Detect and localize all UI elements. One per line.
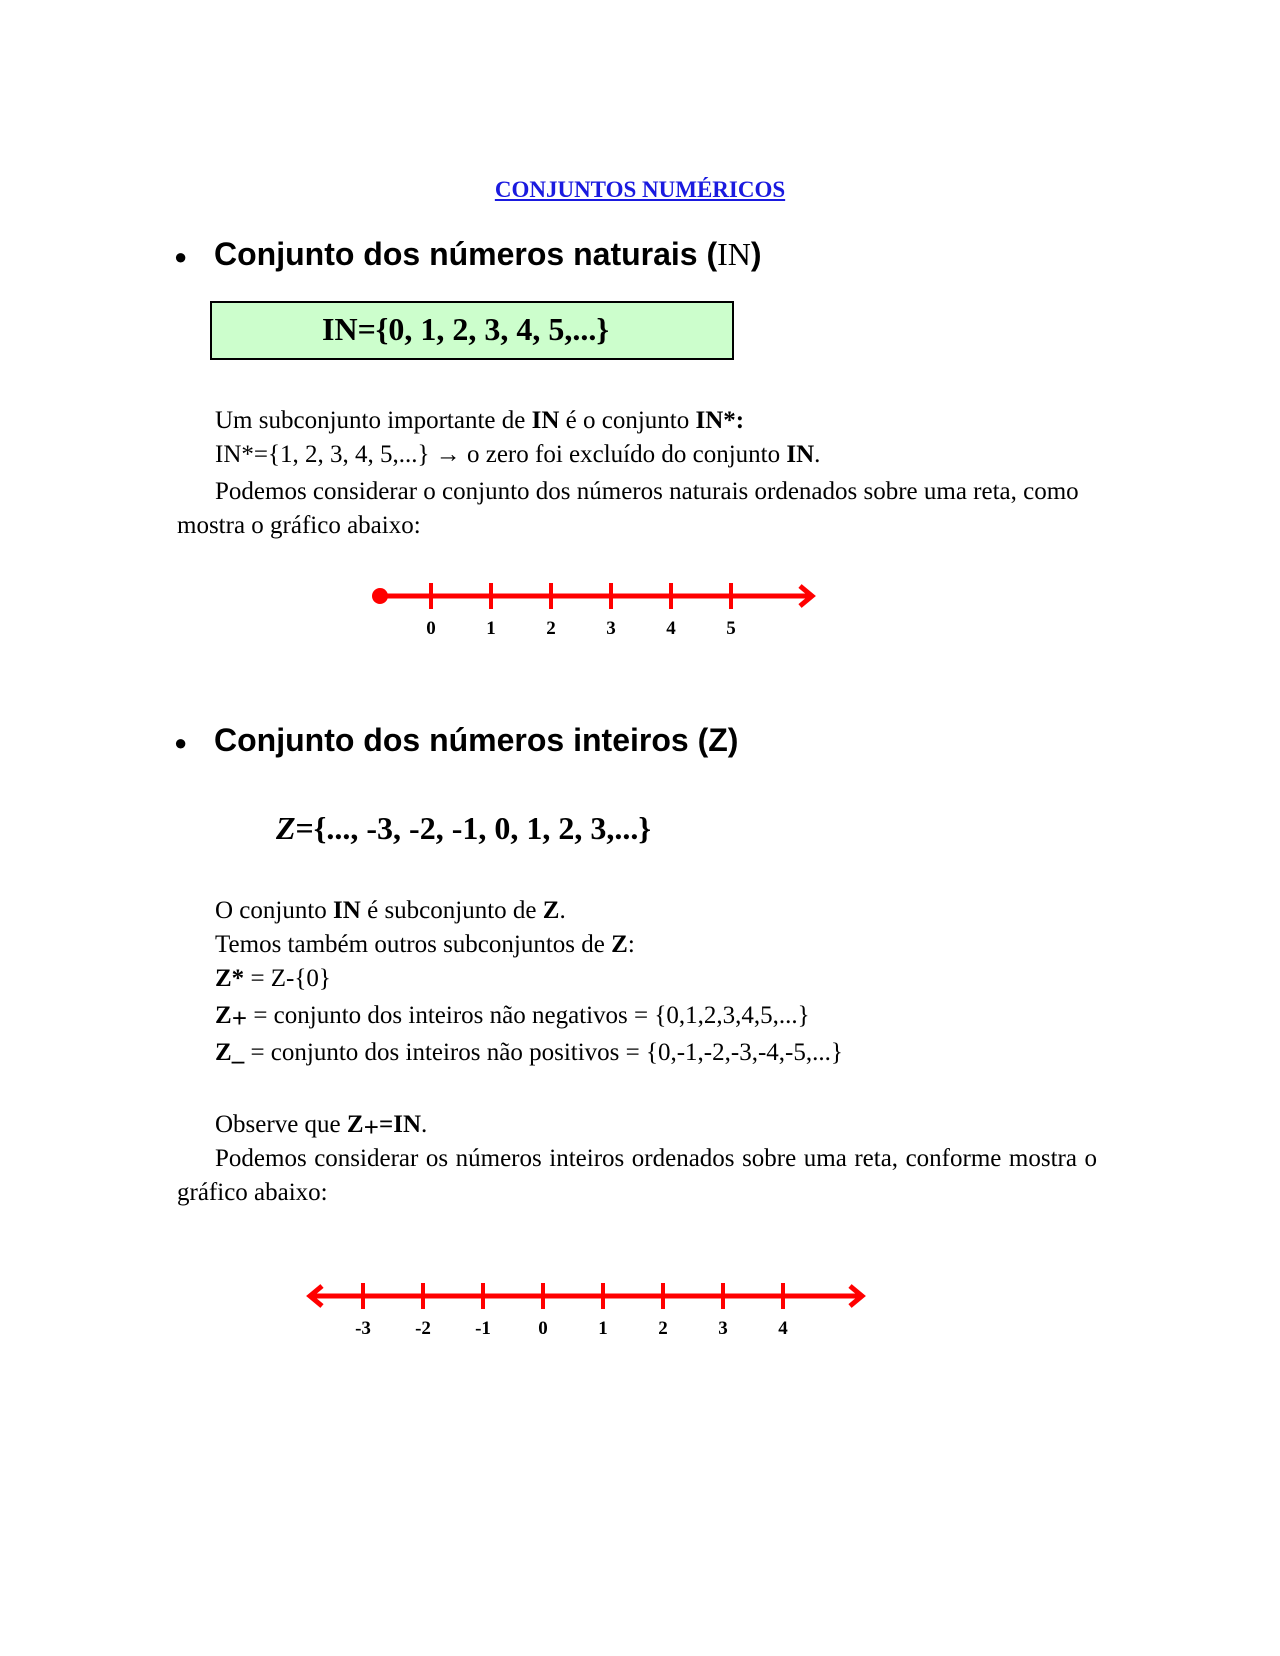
paragraph <box>177 1142 1097 1210</box>
arrow-icon: → <box>435 441 461 468</box>
axis-tick-label: 4 <box>778 1318 788 1339</box>
bullet-icon: ● <box>174 243 188 269</box>
text: Um subconjunto importante de <box>215 407 532 434</box>
axis-tick-label: 0 <box>426 618 436 639</box>
origin-point <box>372 588 388 604</box>
text: Observe que <box>215 1111 347 1138</box>
text: é o conjunto <box>559 407 696 434</box>
axis-tick-label: 0 <box>538 1318 548 1339</box>
text-bold: IN <box>786 441 815 468</box>
heading-text: Conjunto dos números naturais ( <box>214 236 718 272</box>
axis-tick-label: 1 <box>486 618 496 639</box>
text: IN*={1, 2, 3, 4, 5,...} <box>215 441 436 468</box>
text-bold: IN <box>531 407 560 434</box>
text-bold: Z <box>215 1002 232 1029</box>
text-bold: Z <box>215 1039 232 1066</box>
text-bold: Z <box>542 897 560 924</box>
integer-number-line <box>300 1270 880 1340</box>
text: o zero foi excluído do conjunto <box>460 441 787 468</box>
bullet-icon: ● <box>174 729 188 755</box>
section-heading-inteiros <box>174 722 738 759</box>
set-symbol: Z <box>276 810 296 846</box>
text-line <box>215 407 744 435</box>
text: Temos também outros subconjuntos de <box>215 931 612 958</box>
text-bold: Z <box>611 931 628 958</box>
text-line <box>215 999 810 1033</box>
heading-end: ) <box>750 236 762 272</box>
subscript: + <box>363 1112 379 1142</box>
text-bold: Z <box>346 1111 364 1138</box>
heading-text: Conjunto dos números inteiros (Z) <box>214 722 739 758</box>
axis-tick-label: 3 <box>606 618 616 639</box>
axis-tick-label: -3 <box>355 1318 371 1339</box>
text-bold: IN*: <box>695 407 745 434</box>
text-bold: IN <box>333 897 361 924</box>
natural-set-box <box>210 301 734 360</box>
text-line <box>215 931 635 959</box>
natural-number-line <box>360 570 830 640</box>
subscript: + <box>231 1003 248 1033</box>
heading-symbol: IN <box>717 236 751 272</box>
axis-tick-label: 3 <box>718 1318 728 1339</box>
subscript: _ <box>231 1039 245 1066</box>
text: = Z-{0} <box>244 965 331 992</box>
integer-set <box>276 810 651 847</box>
set-values: ={..., -3, -2, -1, 0, 1, 2, 3,...} <box>295 810 651 846</box>
text-bold: =IN <box>378 1111 422 1138</box>
axis-tick-label: 2 <box>546 618 556 639</box>
text-line <box>215 441 820 469</box>
paragraph-text: Podemos considerar os números inteiros ordenados sobre uma reta, conforme mostra o gráfico abaixo: <box>177 1145 1097 1206</box>
axis-tick-label: 2 <box>658 1318 668 1339</box>
axis-tick-label: -2 <box>415 1318 431 1339</box>
natural-set: IN={0, 1, 2, 3, 4, 5,...} <box>322 311 610 347</box>
page-title[interactable]: CONJUNTOS NUMÉRICOS <box>494 177 786 202</box>
text: . <box>559 897 566 924</box>
text-line <box>215 1108 428 1142</box>
text: é subconjunto de <box>360 897 543 924</box>
text: : <box>627 931 635 958</box>
text: . <box>814 441 821 468</box>
axis-tick-label: 4 <box>666 618 676 639</box>
text-bold: Z* <box>215 965 245 992</box>
axis-tick-label: -1 <box>475 1318 491 1339</box>
text-line <box>215 965 331 993</box>
text: . <box>421 1111 428 1138</box>
section-heading-naturais <box>174 236 762 273</box>
text-line <box>215 1039 843 1067</box>
paragraph-text: Podemos considerar o conjunto dos números naturais ordenados sobre uma reta, como mostra o gráfico abaixo: <box>177 478 1079 539</box>
paragraph <box>177 475 1097 543</box>
text-line <box>215 897 566 925</box>
text: = conjunto dos inteiros não negativos = {0,1,2,3,4,5,...} <box>247 1002 810 1029</box>
text: = conjunto dos inteiros não positivos = {0,-1,-2,-3,-4,-5,...} <box>244 1039 843 1066</box>
text: O conjunto <box>215 897 334 924</box>
axis-tick-label: 5 <box>726 618 736 639</box>
axis-tick-label: 1 <box>598 1318 608 1339</box>
